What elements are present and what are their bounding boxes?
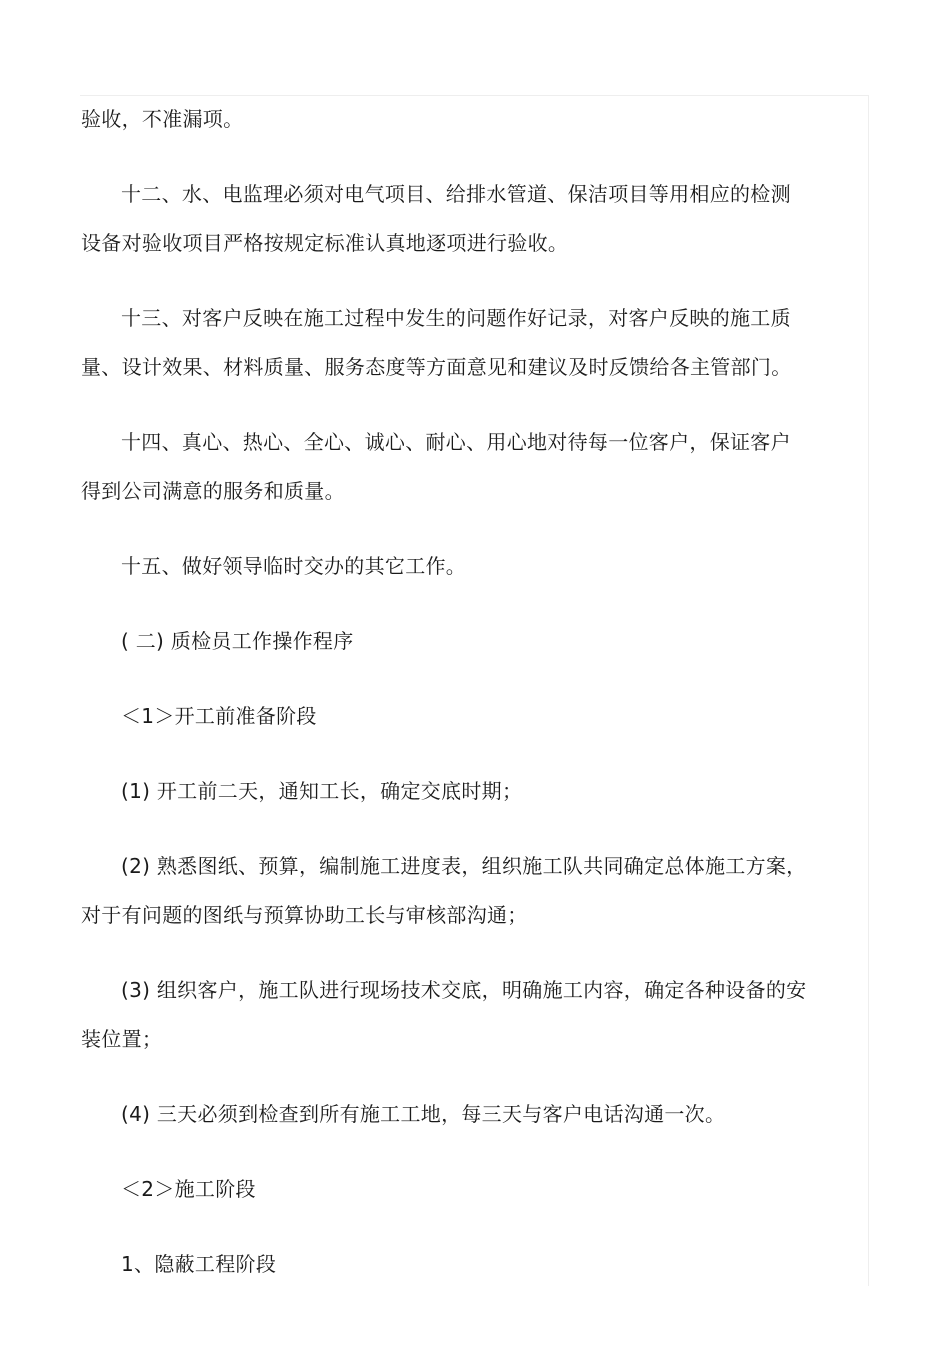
- text-line: (3) 组织客户，施工队进行现场技术交底，明确施工内容，确定各种设备的安: [121, 978, 807, 1002]
- subsection-heading: ＜1＞开工前准备阶段: [121, 704, 317, 728]
- text-line: (1) 开工前二天，通知工长，确定交底时期；: [121, 779, 523, 803]
- text-line: 1、隐蔽工程阶段: [121, 1252, 277, 1276]
- text-line: 验收，不准漏项。: [81, 107, 244, 131]
- text-line: 装位置；: [81, 1027, 163, 1051]
- subsection-heading: ＜2＞施工阶段: [121, 1177, 256, 1201]
- text-line: 对于有问题的图纸与预算协助工长与审核部沟通；: [81, 903, 528, 927]
- text-line: 设备对验收项目严格按规定标准认真地逐项进行验收。: [81, 231, 569, 255]
- text-line: 得到公司满意的服务和质量。: [81, 479, 345, 503]
- text-line: (4) 三天必须到检查到所有施工工地，每三天与客户电话沟通一次。: [121, 1102, 726, 1126]
- section-heading: ( 二) 质检员工作操作程序: [121, 629, 354, 653]
- text-line: 十四、真心、热心、全心、诚心、耐心、用心地对待每一位客户，保证客户: [121, 430, 791, 454]
- text-line: 十五、做好领导临时交办的其它工作。: [121, 554, 467, 578]
- text-line: (2) 熟悉图纸、预算，编制施工进度表，组织施工队共同确定总体施工方案，: [121, 854, 807, 878]
- text-line: 十二、水、电监理必须对电气项目、给排水管道、保洁项目等用相应的检测: [121, 182, 791, 206]
- text-line: 量、设计效果、材料质量、服务态度等方面意见和建议及时反馈给各主管部门。: [81, 355, 792, 379]
- text-line: 十三、对客户反映在施工过程中发生的问题作好记录，对客户反映的施工质: [121, 306, 791, 330]
